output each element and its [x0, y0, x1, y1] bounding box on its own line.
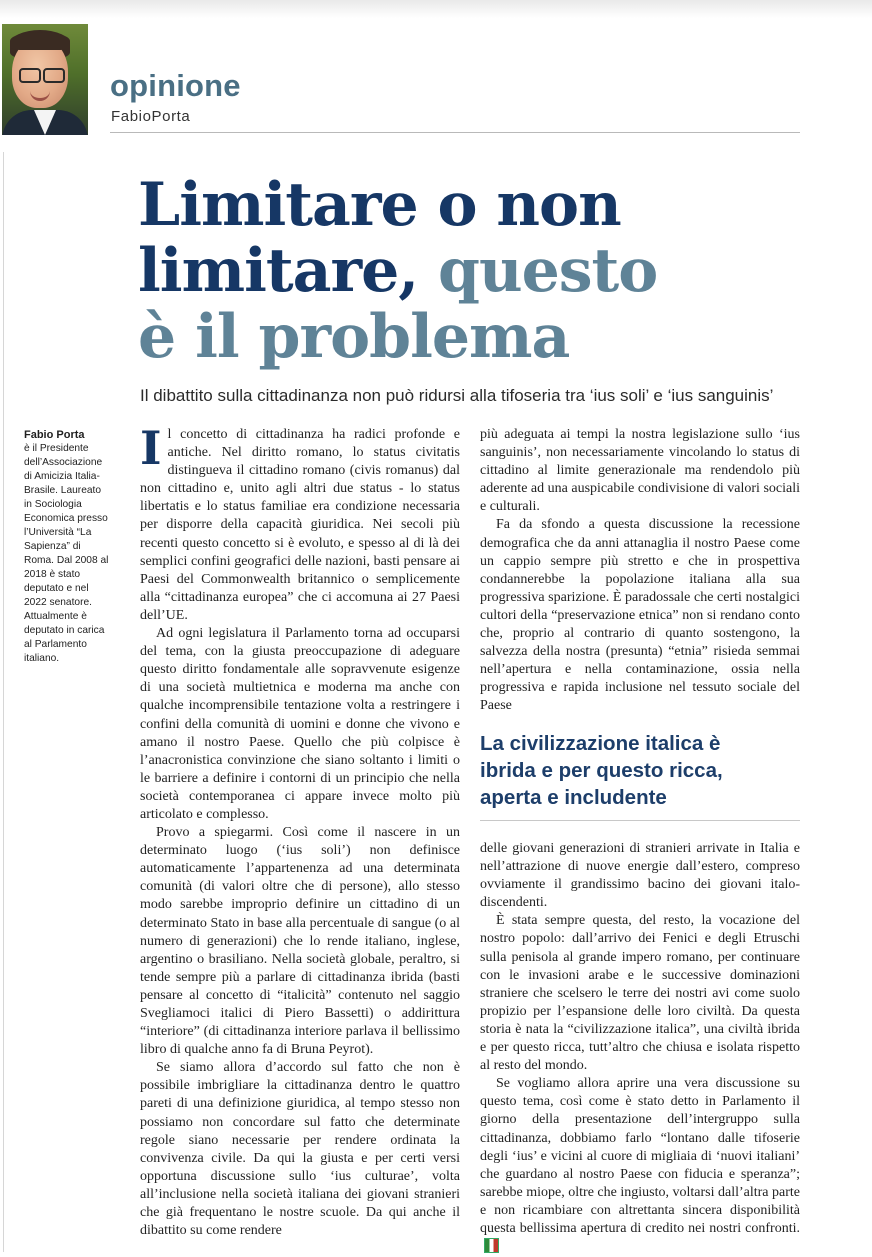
bio-text: è il Presidente dell’Associazione di Amicizia Italia-Brasile. Laureato in Sociologia Economica presso l’Università “La Sapienza” di Roma. Dal 2008 al 2018 è stato deputato e nel 2022 senatore. Attualmente è deputato in carica al Parlamento italiano.: [24, 443, 109, 664]
section-rubric: opinione: [110, 68, 241, 103]
paragraph-9: Se vogliamo allora aprire una vera discussione su questo tema, così come è stato detto in Parlamento il giorno della presentazione dell’intergruppo sulla cittadinanza, dobbiamo farlo “lontano dalle tifoserie degli ‘ius’ e vicini al cuore di migliaia di ‘nuovi italiani’ che guardano al nostro Paese con fiducia e speranza”; sarebbe miope, oltre che ingiusto, voltarsi dall’altra parte e non ricambiare con altrettanta sincera disponibilità questa bellissima apertura di credito nei nostri confronti.: [480, 1075, 800, 1257]
end-flag-icon: [484, 1238, 499, 1253]
article-column-2: [480, 426, 800, 716]
page-top-shadow: [0, 0, 872, 18]
paragraph-5: più adeguata ai tempi la nostra legislazione sullo ‘ius sanguinis’, non necessariamente vincolando lo status di cittadino al limite generazionale ma rendendolo più aderente ad una auspicabile condivisione di valori sociali e culturali.: [480, 427, 800, 515]
article-headline: [138, 172, 657, 370]
author-bio: [24, 428, 110, 666]
bio-name: Fabio Porta: [24, 429, 85, 441]
header-divider: [110, 132, 800, 133]
article-column-3: [480, 840, 800, 1257]
paragraph-6: Fa da sfondo a questa discussione la recessione demografica che da anni attanaglia il nostro Paese come un cappio sempre più stretto e che in prospettiva condannerebbe la popolazione italiana alla sua progressiva sparizione. È paradossale che certi nostalgici cultori della “preservazione etnica” non si rendano conto che, proprio al contrario di quanto sostengono, la salvezza della nostra (presunta) “etnia” risieda semmai nell’apertura e nella contaminazione, ossia nella progressiva e rapida inclusione nel tessuto sociale del Paese: [480, 517, 800, 714]
paragraph-7: delle giovani generazioni di stranieri arrivate in Italia e nell’attrazione di nuove energie dall’estero, compreso ovviamente il grandissimo bacino dei giovani italo-discendenti.: [480, 841, 800, 911]
paragraph-4: Se siamo allora d’accordo sul fatto che non è possibile imbrigliare la cittadinanza dentro le quattro pareti di una definizione giuridica, al tempo stesso non possiamo non concordare sul fatto che determinate regole siano necessarie per rendere ordinata la convivenza civile. Da qui la giusta e per certi versi opportuna discussione sullo ‘ius culturae’, volta all’inclusione nella società italiana dei giovani stranieri che già frequentano le nostre scuole. Da qui anche il dibattito su come rendere: [140, 1060, 460, 1239]
drop-cap: I: [140, 421, 162, 475]
section-heading-rule: [480, 820, 800, 821]
author-byline: FabioPorta: [111, 108, 191, 125]
headline-line-2: limitare, questo: [138, 236, 658, 306]
article-column-1: [140, 421, 460, 1240]
paragraph-2: Ad ogni legislatura il Parlamento torna ad occuparsi del tema, con la giusta preoccupazione di adeguare questo diritto fondamentale alle sopravvenute esigenze di una società multietnica e moderna ma anche con qualche incomprensibile tentazione volta a restringere i confini della comunità di uomini e donne che vivono e amano il nostro Paese. Quello che più colpisce è l’anacronistica convinzione che siano soltanto i limiti o le barriere a definire i contorni di un principio che nella società contemporanea ci appare invece molto più articolato e complesso.: [140, 626, 460, 822]
article-subtitle: Il dibattito sulla cittadinanza non può ridursi alla tifoseria tra ‘ius soli’ e ‘ius sanguinis’: [140, 386, 774, 405]
headline-line-3: è il problema: [138, 302, 570, 372]
left-margin-rule: [3, 152, 4, 1252]
paragraph-8: È stata sempre questa, del resto, la vocazione del nostro popolo: dall’arrivo dei Fenici e degli Etruschi sulla penisola al grande impero romano, per continuare con le invasioni arabe e le successive dominazioni straniere che scelsero le terre dei nostri avi come suolo propizio per l’espansione delle loro civiltà. Da questa storia è nata la “civilizzazione italica”, una civiltà ibrida e per questo ricca, tutt’altro che chiusa e isolata rispetto al resto del mondo.: [480, 913, 800, 1074]
paragraph-3: Provo a spiegarmi. Così come il nascere in un determinato luogo (‘ius soli’) non definisce automaticamente l’appartenenza ad una determinata comunità (di valori oltre che di persone), allo stesso modo sarebbe improprio definire un cittadino di un determinato Stato in base alla percentuale di sangue (o al numero di generazioni) che lo rende italiano, inglese, argentino o brasiliano. Nella società globale, peraltro, si tende sempre più a parlare di cittadinanza ibrida (basti pensare al concetto di “italicità” contenuto nel saggio Svegliamoci italici di Piero Bassetti) o addirittura “interiore” (di cittadinanza interiore parlava il bellissimo libro di qualche anno fa di Bruna Peyrot).: [140, 825, 460, 1058]
headline-line-1: Limitare o non: [138, 170, 621, 240]
paragraph-1: Il concetto di cittadinanza ha radici profonde e antiche. Nel diritto romano, lo status civitatis distingueva il cittadino romano (civis romanus) dal non cittadino e, unito agli altri due status - lo status libertatis e lo status familiae era condizione necessaria per disporre della capacità giuridica. Nei secoli più recenti questo concetto si è evoluto, e spesso al di là dei semplici confini geografici delle nazioni, basti pensare ai Paesi del Commonwealth britannico o semplicemente alla “cittadinanza europea” che ci accomuna ai 27 Paesi dell’UE.: [140, 421, 460, 623]
author-photo: [2, 24, 88, 135]
section-heading: La civilizzazione italica è ibrida e per questo ricca, aperta e includente: [480, 732, 723, 809]
